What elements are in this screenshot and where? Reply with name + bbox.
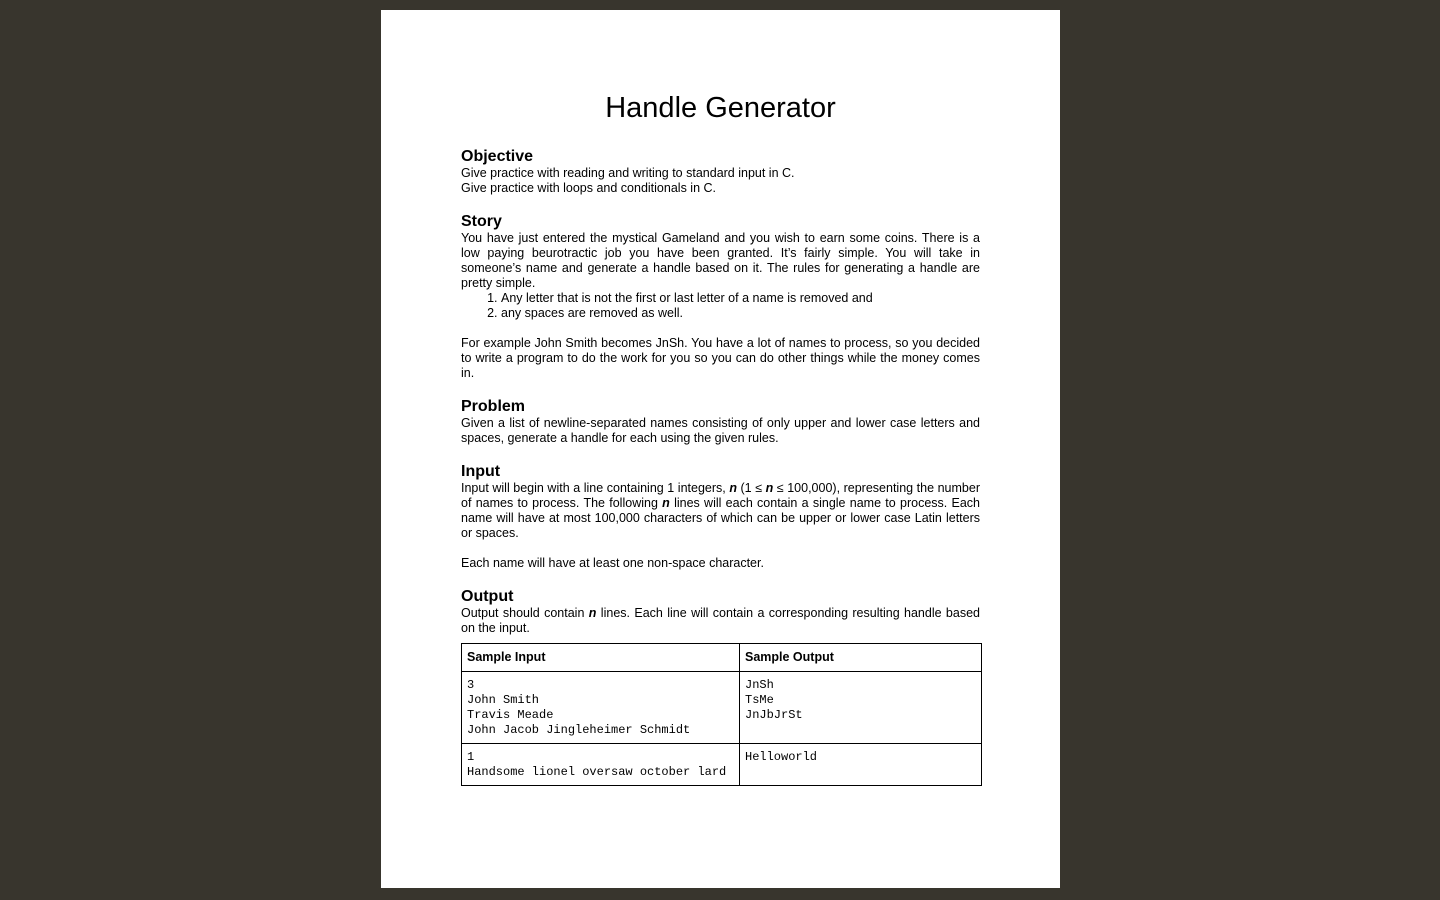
- story-paragraph: You have just entered the mystical Gameland and you wish to earn some coins. There is a low paying beurotractic job you have been granted. It’s fairly simple. You will take in someone’s name and generate a handle based on it. The rules for generating a handle are pretty simple.: [461, 231, 980, 290]
- problem-heading: Problem: [461, 398, 526, 415]
- input-paragraph: Input will begin with a line containing 1 integers, n (1 ≤ n ≤ 100,000), representing the number of names to process. The following n lines will each contain a single name to process. Each name will have at most 100,000 characters of which can be upper or lower case Latin letters or spaces.: [461, 481, 980, 540]
- samples-table: [461, 643, 982, 786]
- table-row: [462, 672, 982, 744]
- story-example-paragraph: For example John Smith becomes JnSh. You have a lot of names to process, so you decided to write a program to do the work for you so you can do other things while the money comes in.: [461, 336, 980, 380]
- objective-heading: Objective: [461, 148, 534, 165]
- objective-section: [461, 148, 980, 196]
- rule-item: 2. any spaces are removed as well.: [501, 306, 980, 321]
- samples-header-row: [462, 644, 982, 672]
- input-heading: Input: [461, 463, 501, 480]
- input-section: [461, 463, 980, 571]
- sample-input-cell: 1 Handsome lionel oversaw october lard: [462, 744, 740, 786]
- problem-text: Given a list of newline-separated names consisting of only upper and lower case letters and spaces, generate a handle for each using the given rules.: [461, 416, 980, 445]
- objective-line: Give practice with reading and writing to standard input in C.: [461, 166, 795, 180]
- sample-output-header: Sample Output: [740, 644, 982, 672]
- problem-section: [461, 398, 980, 446]
- sample-output-cell: Helloworld: [740, 744, 982, 786]
- output-section: [461, 588, 980, 636]
- story-heading: Story: [461, 213, 502, 230]
- page-title: Handle Generator: [605, 92, 836, 124]
- table-row: [462, 744, 982, 786]
- output-heading: Output: [461, 588, 514, 605]
- objective-line: Give practice with loops and conditionals in C.: [461, 181, 716, 195]
- sample-output-cell: JnSh TsMe JnJbJrSt: [740, 672, 982, 744]
- output-paragraph: Output should contain n lines. Each line will contain a corresponding resulting handle based on the input.: [461, 606, 980, 635]
- document-body: [461, 148, 980, 653]
- document-page: [381, 10, 1060, 888]
- input-constraint: Each name will have at least one non-space character.: [461, 556, 764, 570]
- rule-item: 1. Any letter that is not the first or last letter of a name is removed and: [501, 291, 980, 306]
- story-section: [461, 213, 980, 381]
- rules-list: [461, 291, 980, 321]
- sample-input-header: Sample Input: [462, 644, 740, 672]
- sample-input-cell: 3 John Smith Travis Meade John Jacob Jingleheimer Schmidt: [462, 672, 740, 744]
